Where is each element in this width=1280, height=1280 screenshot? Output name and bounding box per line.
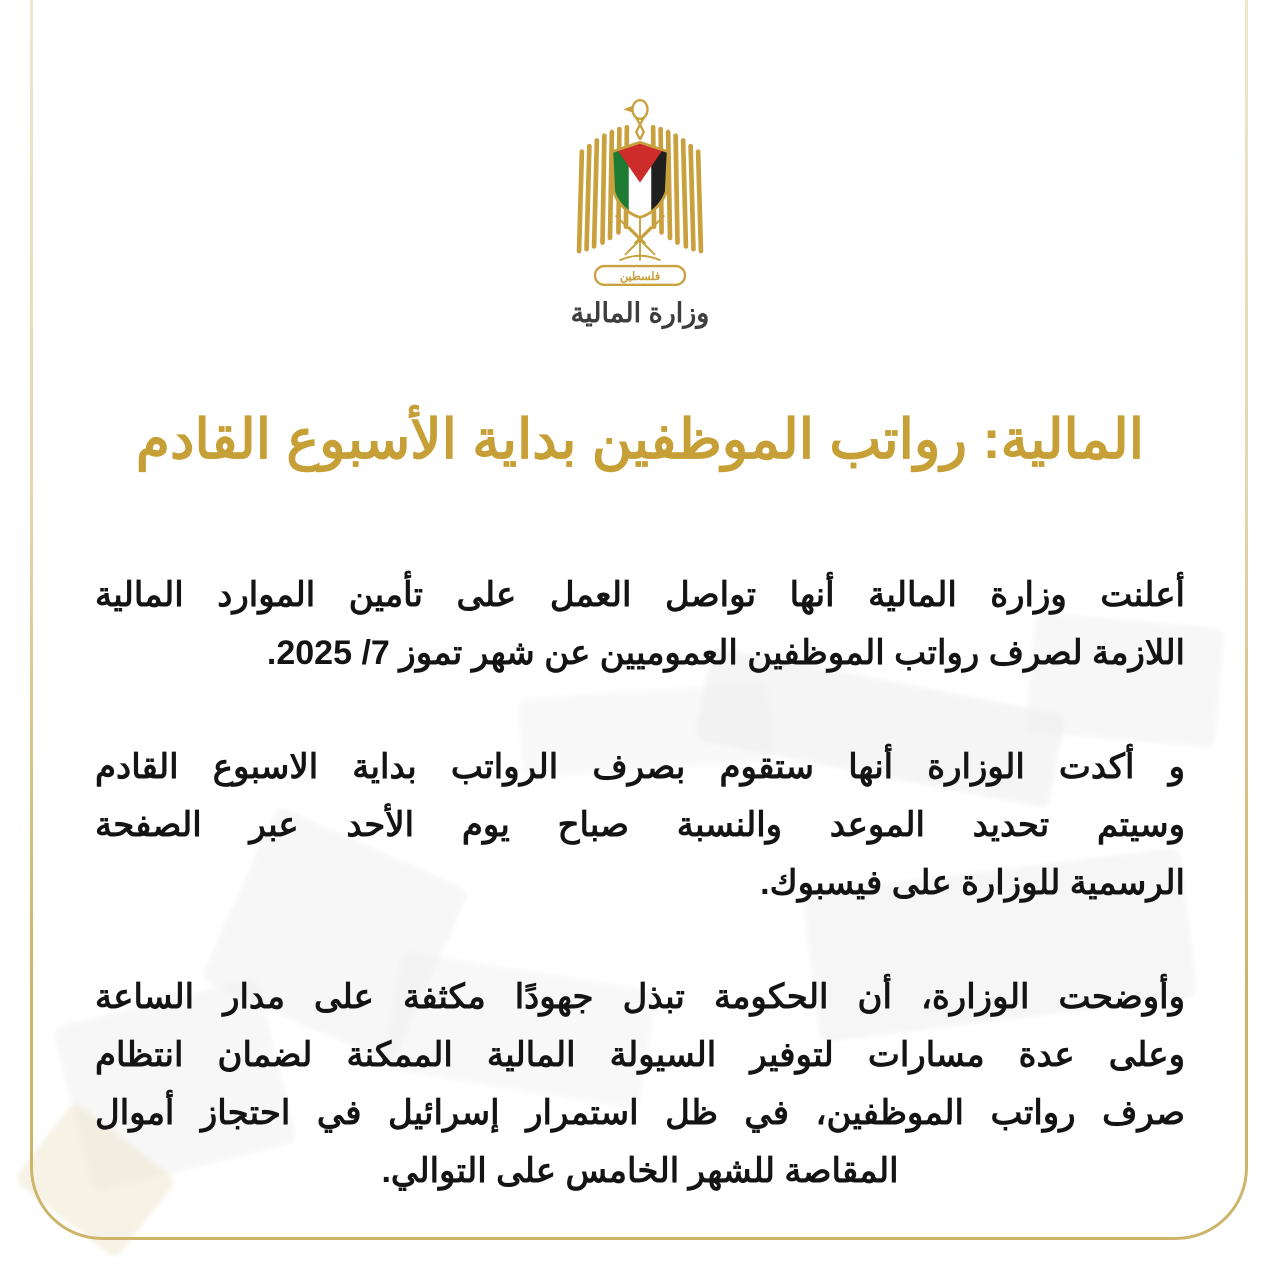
body-line: وعلى عدة مسارات لتوفير السيولة المالية الممكنة لضمان انتظام: [95, 1036, 1185, 1074]
body-line: أعلنت وزارة المالية أنها تواصل العمل على تأمين الموارد المالية: [95, 576, 1185, 614]
body-line: وسيتم تحديد الموعد والنسبة صباح يوم الأحد عبر الصفحة: [95, 806, 1185, 844]
body-line: اللازمة لصرف رواتب الموظفين العموميين عن شهر تموز 7/ 2025.: [266, 634, 1185, 672]
body-line: صرف رواتب الموظفين، في ظل استمرار إسرائيل في احتجاز أموال: [95, 1094, 1185, 1132]
palestine-eagle-icon: [565, 92, 715, 292]
ministry-name: وزارة المالية: [570, 298, 710, 328]
eagle-tail-icon: [616, 215, 665, 260]
paragraph-2: [95, 738, 1185, 912]
emblem-banner-text: فلسطين: [619, 271, 661, 284]
paragraph-1: [95, 566, 1185, 682]
body-line: وأوضحت الوزارة، أن الحكومة تبذل جهودًا مكثفة على مدار الساعة: [95, 978, 1185, 1016]
emblem-banner: [595, 266, 685, 285]
announcement-body: [95, 566, 1185, 1256]
body-line: و أكدت الوزارة أنها ستقوم بصرف الرواتب بداية الاسبوع القادم: [95, 748, 1185, 786]
body-line: المقاصة للشهر الخامس على التوالي.: [381, 1152, 899, 1190]
paragraph-3: [95, 968, 1185, 1200]
headline: المالية: رواتب الموظفين بداية الأسبوع القادم: [135, 408, 1145, 470]
body-line: الرسمية للوزارة على فيسبوك.: [760, 864, 1185, 902]
ministry-emblem: [565, 92, 715, 292]
